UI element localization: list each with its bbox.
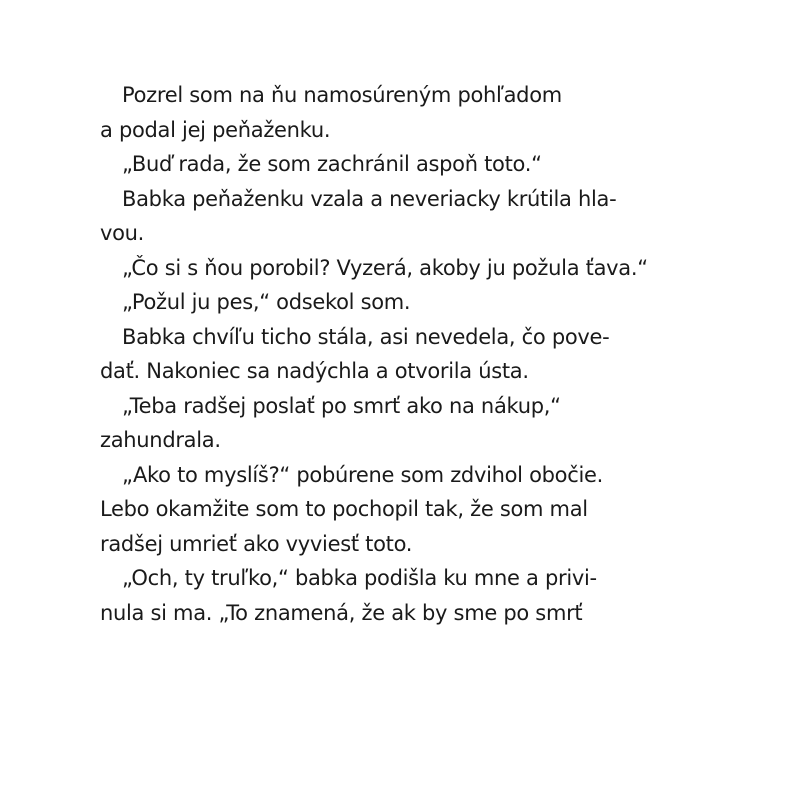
text-line: nula si ma. „To znamená, že ak by sme po smrť — [100, 600, 583, 625]
text-line: a podal jej peňaženku. — [100, 117, 331, 142]
text-line: „Požul ju pes,“ odsekol som. — [122, 290, 411, 314]
text-line: „Buď rada, že som zachránil aspoň toto.“ — [122, 152, 542, 176]
text-line: zahundrala. — [100, 428, 221, 452]
text-line: radšej umrieť ako vyviesť toto. — [100, 531, 413, 556]
text-line: Babka peňaženku vzala a neveriacky krútila hla- — [122, 186, 617, 211]
text-line: Lebo okamžite som to pochopil tak, že som mal — [100, 497, 588, 521]
text-line: dať. Nakoniec sa nadýchla a otvorila ústa. — [100, 359, 529, 383]
text-line: „Och, ty truľko,“ babka podišla ku mne a privi- — [122, 566, 597, 590]
text-line: „Ako to myslíš?“ pobúrene som zdvihol obočie. — [122, 462, 603, 487]
text-line: vou. — [100, 221, 145, 245]
text-line: „Čo si s ňou porobil? Vyzerá, akoby ju požula ťava.“ — [122, 255, 648, 280]
text-line: Babka chvíľu ticho stála, asi nevedela, čo pove- — [122, 324, 610, 349]
text-line: Pozrel som na ňu namosúreným pohľadom — [122, 83, 562, 107]
text-line: „Teba radšej poslať po smrť ako na nákup,“ — [122, 393, 561, 418]
body-text — [100, 78, 700, 630]
